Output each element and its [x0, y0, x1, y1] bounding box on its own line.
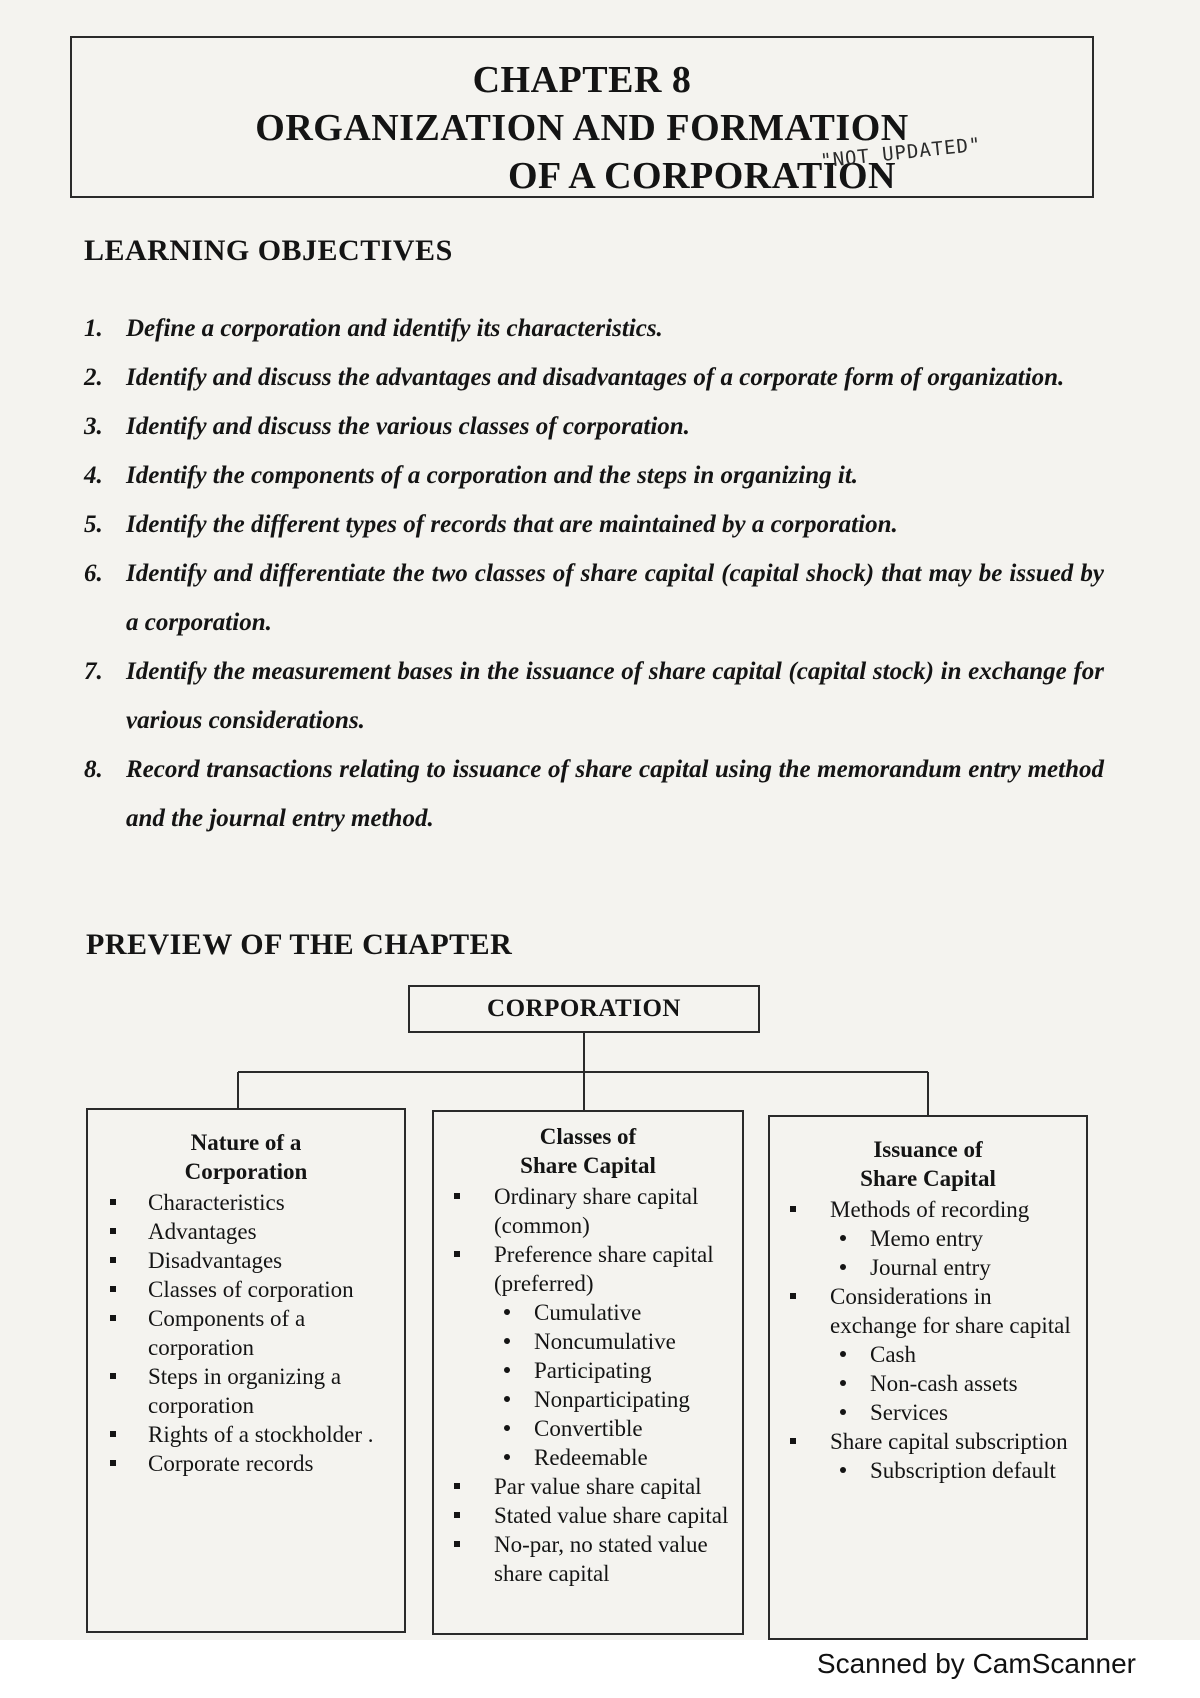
learning-objectives-list — [84, 304, 1104, 843]
list-subitem: Redeemable — [434, 1443, 742, 1472]
list-subitem: Memo entry — [770, 1224, 1086, 1253]
list-item: Methods of recording — [770, 1195, 1086, 1224]
chapter-number: CHAPTER 8 — [472, 59, 692, 101]
scanner-watermark: Scanned by CamScanner — [816, 1648, 1136, 1679]
list-subitem: Nonparticipating — [434, 1385, 742, 1414]
column-list — [434, 1182, 742, 1588]
corporation-root-box: CORPORATION — [408, 985, 760, 1033]
preview-heading: PREVIEW OF THE CHAPTER — [86, 928, 513, 961]
list-subitem: Services — [770, 1398, 1086, 1427]
list-item: Steps in organizing a corporation — [88, 1362, 404, 1420]
list-item: Corporate records — [88, 1449, 404, 1478]
list-item: Components of a corporation — [88, 1304, 404, 1362]
list-item: Classes of corporation — [88, 1275, 404, 1304]
list-subitem: Subscription default — [770, 1456, 1086, 1485]
objective-item: 2. Identify and discuss the advantages and disadvantages of a corporate form of organization. — [84, 364, 1065, 391]
list-subitem: Convertible — [434, 1414, 742, 1443]
objective-item: 8. Record transactions relating to issuance of share capital using the memorandum entry method and the journal entry method. — [84, 756, 1104, 832]
chapter-title-line-2: OF A CORPORATION — [507, 155, 897, 197]
objective-item: 3. Identify and discuss the various classes of corporation. — [84, 413, 690, 440]
chapter-title-box — [70, 36, 1094, 198]
list-item: Disadvantages — [88, 1246, 404, 1275]
column-list — [88, 1188, 404, 1478]
objective-item: 6. Identify and differentiate the two classes of share capital (capital shock) that may be issued by a corporation. — [84, 560, 1104, 636]
list-subitem: Journal entry — [770, 1253, 1086, 1282]
list-item: Share capital subscription — [770, 1427, 1086, 1456]
list-item: Preference share capital (preferred) — [434, 1240, 742, 1298]
objective-item: 1. Define a corporation and identify its characteristics. — [84, 315, 663, 342]
objective-item: 5. Identify the different types of records that are maintained by a corporation. — [84, 511, 898, 538]
handwritten-note: "NOT UPDATED" — [819, 133, 983, 173]
column-title: Issuance of Share Capital — [860, 1137, 996, 1191]
list-subitem: Noncumulative — [434, 1327, 742, 1356]
list-item: No-par, no stated value share capital — [434, 1530, 742, 1588]
column-list — [770, 1195, 1086, 1485]
objective-item: 7. Identify the measurement bases in the issuance of share capital (capital stock) in exchange for various considerations. — [84, 658, 1104, 734]
list-item: Advantages — [88, 1217, 404, 1246]
objective-item: 4. Identify the components of a corporation and the steps in organizing it. — [84, 462, 859, 489]
nature-of-corporation-box — [86, 1108, 406, 1633]
list-subitem: Cash — [770, 1340, 1086, 1369]
chapter-title-line-1: ORGANIZATION AND FORMATION — [255, 107, 909, 149]
list-subitem: Participating — [434, 1356, 742, 1385]
classes-of-share-capital-box — [432, 1110, 744, 1635]
column-title: Classes of Share Capital — [520, 1124, 656, 1178]
list-item: Considerations in exchange for share capital — [770, 1282, 1086, 1340]
list-item: Rights of a stockholder . — [88, 1420, 404, 1449]
issuance-of-share-capital-box — [768, 1115, 1088, 1640]
column-title: Nature of a Corporation — [184, 1130, 308, 1184]
list-subitem: Non-cash assets — [770, 1369, 1086, 1398]
list-item: Ordinary share capital (common) — [434, 1182, 742, 1240]
learning-objectives-heading: LEARNING OBJECTIVES — [84, 234, 453, 267]
list-item: Par value share capital — [434, 1472, 742, 1501]
list-item: Characteristics — [88, 1188, 404, 1217]
list-subitem: Cumulative — [434, 1298, 742, 1327]
list-item: Stated value share capital — [434, 1501, 742, 1530]
